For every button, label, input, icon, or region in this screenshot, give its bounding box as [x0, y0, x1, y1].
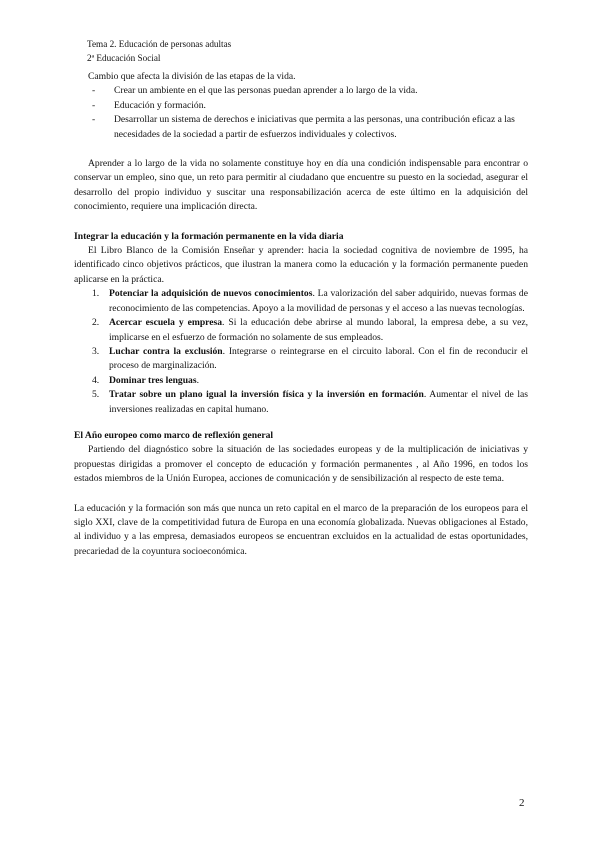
intro-dash-list: [74, 84, 528, 142]
item-number: 5.: [92, 389, 100, 401]
objective-item: [74, 374, 528, 388]
dash-item: - Educación y formación.: [88, 99, 528, 113]
intro-lead: Cambio que afecta la división de las etapas de la vida.: [88, 71, 296, 82]
header-program: 2ª Educación Social: [87, 53, 161, 63]
item-title: Acercar escuela y empresa: [109, 317, 223, 329]
objective-item: [74, 287, 528, 316]
dash-item: - Desarrollar un sistema de derechos e iniciativas que permita a las personas, una contribución eficaz a las necesidades de la sociedad a partir de esfuerzos individuales y colectivos.: [88, 113, 528, 142]
item-text: . Aumentar el nivel de las inversiones realizadas en capital humano.: [109, 389, 528, 415]
item-title: Dominar tres lenguas: [109, 374, 197, 386]
item-number: 1.: [92, 288, 100, 300]
item-number: 2.: [92, 317, 100, 329]
item-text: . La valorización del saber adquirido, nuevas formas de reconocimiento de las competencias. Apoyo a la movilidad de personas y el acceso a las nuevas tecnologías.: [109, 288, 528, 314]
item-title: Luchar contra la exclusión: [109, 345, 223, 357]
paragraph-libro-blanco: El Libro Blanco de la Comisión Enseñar y aprender: hacia la sociedad cognitiva de noviembre de 1995, ha identificado cinco objetivos prácticos, que ilustran la manera como la educación y la formación permanente pueden aplicarse en la práctica.: [74, 245, 528, 285]
section-heading-integrar: Integrar la educación y la formación permanente en la vida diaria: [74, 230, 344, 242]
objectives-list: [74, 287, 528, 417]
dash-item: - Crear un ambiente en el que las personas puedan aprender a lo largo de la vida.: [88, 84, 528, 98]
item-title: Tratar sobre un plano igual la inversión física y la inversión en formación: [109, 389, 424, 401]
header-course-title: Tema 2. Educación de personas adultas: [87, 39, 232, 49]
paragraph-final: La educación y la formación son más que nunca un reto capital en el marco de la preparación de los europeos para el siglo XXI, clave de la competitividad futura de Europa en una economía globalizada. Nuevas obligaciones al Estado, al individuo y a las empresa, demasiados europeos se encuentran excluidos en la actualidad de estas oportunidades, precariedad de la coyuntura socioeconómica.: [74, 502, 528, 557]
objective-item: [74, 388, 528, 417]
paragraph-diagnostico: Partiendo del diagnóstico sobre la situación de las sociedades europeas y de la multiplicación de iniciativas y propuestas dirigidas a promover el concepto de educación y formación permanentes , al Año 1996, en todos los estados miembros de la Unión Europea, acciones de comunicación y de sensibilización al respecto de este tema.: [74, 444, 528, 485]
page-number: 2: [519, 797, 525, 809]
paragraph-aprender: Aprender a lo largo de la vida no solamente constituye hoy en día una condición indispensable para encontrar o conservar un empleo, sino que, un reto para permitir al ciudadano que encuentre su puesto en la sociedad, asegurar el desarrollo del propio individuo y suscitar una responsabilización acerca de este último en la adquisición del conocimiento, requiere una implicación directa.: [74, 158, 528, 213]
page-header: [87, 37, 231, 65]
item-title: Potenciar la adquisición de nuevos conocimientos: [109, 288, 313, 300]
objective-item: [74, 316, 528, 345]
section-heading-ano-europeo: El Año europeo como marco de reflexión general: [74, 429, 274, 441]
main-content: [74, 70, 528, 559]
objective-item: [74, 345, 528, 374]
item-number: 4.: [92, 374, 100, 386]
item-text: . Integrarse o reintegrarse en el circuito laboral. Con el fin de reconducir el proceso de marginalización.: [109, 345, 528, 372]
item-text: . Si la educación debe abrirse al mundo laboral, la empresa debe, a su vez, implicarse en el esfuerzo de formación no solamente de sus empleados.: [109, 317, 528, 343]
item-text: .: [196, 374, 199, 386]
item-number: 3.: [92, 345, 100, 357]
